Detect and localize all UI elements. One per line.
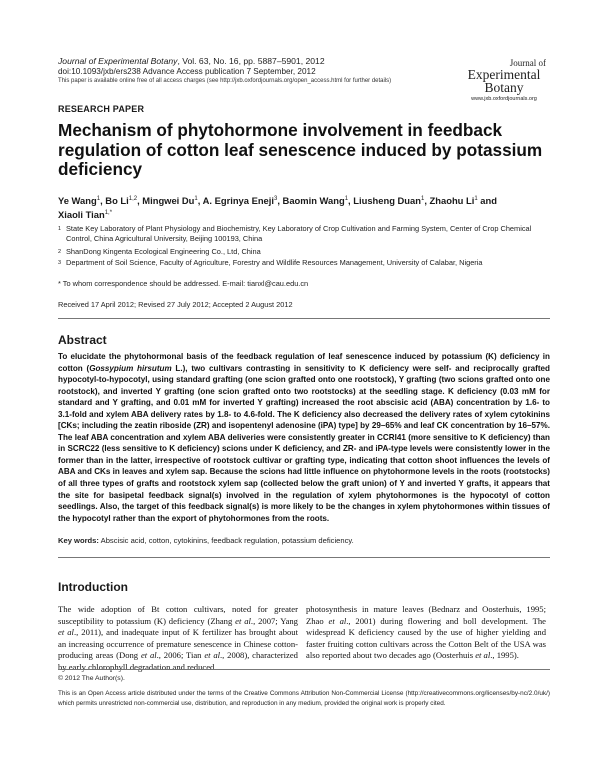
copyright: © 2012 The Author(s). (58, 675, 125, 682)
logo-journal-of: Journal of (509, 58, 546, 68)
abstract-text: To elucidate the phytohormonal basis of the feedback regulation of leaf senescence induced by potassium (K) deficiency in cotton (Gossypium hirsutum L.), two cultivars contrasting in sensitivity to K deficiency were self- and reciprocally grafted hypocotyl-to-hypocotyl, using standard grafting (one scion grafted onto one rootstock), Y grafting (two scions grafted onto one rootstock), and inverted Y grafting (one scion grafted onto two rootstocks) at the seedling stage. K deficiency (0.03 mM for standard and Y grafting, and 0.01 mM for inverted Y grafting) increased the root abscisic acid (ABA) concentration by 1.6- to 3.1-fold and xylem ABA delivery rates by 1.8- to 4.6-fold. The K deficiency also decreased the delivery rates of xylem cytokinins [CKs; including the zeatin riboside (ZR) and isopentenyl adenosine (iPA) type] by 29–65% and leaf CK concentration by 16–57%. The leaf ABA concentration and xylem ABA deliveries were consistently greater in CCRI41 (more sensitive to K deficiency) than in SCRC22 (less sensitive to K deficiency) scions under K deficiency, and ZR- and iPA-type levels were consistently lower in the former than in the latter, irrespective of rootstock cultivar or grafting type, indicating that cotton shoot influences the levels of ABA and CKs in leaves and xylem sap. Because the scions had little influence on phytohormone levels in the roots (rootstocks) of all three types of grafts and rootstock xylem sap (collected below the graft union) of Y and inverted Y grafts, it appears that the site for basipetal feedback signal(s) involved in the regulation of xylem phytohormones is the hypocotyl of cotton seedlings. Also, the target of this feedback signal(s) is more likely to be the changes in xylem phytohormones within tissues of the hypocotyl rather than the export of phytohormones from the roots. (58, 352, 550, 523)
divider (58, 318, 550, 319)
license-text: This is an Open Access article distributed under the terms of the Creative Commons Attribution Non-Commercial License (http://creativecommons.org/licenses/by-nc/2.0/uk/) which permits unrestricted non-commercial use, distribution, and reproduction in any medium, provided the original work is properly cited. (58, 690, 550, 707)
keywords-label: Key words: (58, 536, 99, 545)
author: Liusheng Duan$^1$, (353, 195, 430, 207)
author: Mingwei Du$^1$, (142, 195, 203, 207)
journal-volume: , Vol. 63, No. 16, pp. 5887–5901, 2012 (177, 56, 325, 66)
article-title: Mechanism of phytohormone involvement in feedback regulation of cotton leaf senescence induced by potassium deficiency (58, 120, 543, 179)
author-list (58, 193, 538, 221)
journal-citation (58, 56, 325, 67)
intro-column-left: The wide adoption of Bt cotton cultivars, noted for greater susceptibility to potassium (K) deficiency (Zhang et al., 2007; Yang et al., 2011), and inadequate input of K fertilizer has brought about an increasing occurrence of premature senescence in Chinese cotton-producing areas (Dong et al., 2006; Tian et al., 2008), characterized by early chlorophyll degradation and reduced (58, 604, 298, 672)
journal-logo (458, 58, 550, 102)
logo-url: www.jxb.oxfordjournals.org (471, 96, 537, 102)
abstract-heading: Abstract (58, 333, 107, 347)
species-name: Gossypium hirsutum (89, 363, 172, 373)
intro-column-right: photosynthesis in mature leaves (Bednarz and Oosterhuis, 1995; Zhao et al., 2001) during flowering and boll development. The widespread K deficiency caused by the use of higher yielding and faster fruiting cotton cultivars across the Cotton Belt of the USA was also reported about two decades ago (Oosterhuis et al., 1995). (306, 604, 547, 661)
author: Ye Wang$^1$, (58, 195, 106, 207)
introduction-heading: Introduction (58, 580, 128, 594)
affiliation: 1 State Key Laboratory of Plant Physiology and Biochemistry, Key Laboratory of Crop Cultivation and Farming System, Center of Crop Chemical Control, China Agricultural University, Beijing 100193, China (58, 224, 532, 243)
article-type: RESEARCH PAPER (58, 104, 145, 114)
affiliation: 2 ShanDong Kingenta Ecological Engineering Co., Ltd, China (58, 247, 261, 256)
logo-botany: Botany (484, 80, 524, 95)
journal-name: Journal of Experimental Botany (58, 56, 178, 66)
received-dates: Received 17 April 2012; Revised 27 July 2012; Accepted 2 August 2012 (58, 300, 293, 309)
divider (58, 669, 550, 670)
author: Baomin Wang$^1$, (282, 195, 354, 207)
author: Bo Li$^{1,2}$, (105, 195, 143, 207)
keywords-list: Abscisic acid, cotton, cytokinins, feedback regulation, potassium deficiency. (98, 536, 354, 545)
author: Zhaohu Li$^1$ and (429, 195, 497, 207)
author: A. Egrinya Eneji$^3$, (202, 195, 283, 207)
logo-experimental: Experimental (467, 67, 541, 82)
keywords (58, 536, 354, 545)
affiliation: 3 Department of Soil Science, Faculty of Agriculture, Forestry and Wildlife Resources Management, University of Calabar, Nigeria (58, 258, 483, 267)
open-access-note: This paper is available online free of all access charges (see http://jxb.oxfordjournals.org/open_access.html for further details) (58, 78, 392, 84)
correspondence-note: * To whom correspondence should be addressed. E-mail: tianxl@cau.edu.cn (58, 279, 309, 288)
divider (58, 557, 550, 558)
doi-line: doi:10.1093/jxb/ers238 Advance Access publication 7 September, 2012 (58, 67, 316, 76)
author: Xiaoli Tian$^{1,*}$ (58, 209, 113, 221)
